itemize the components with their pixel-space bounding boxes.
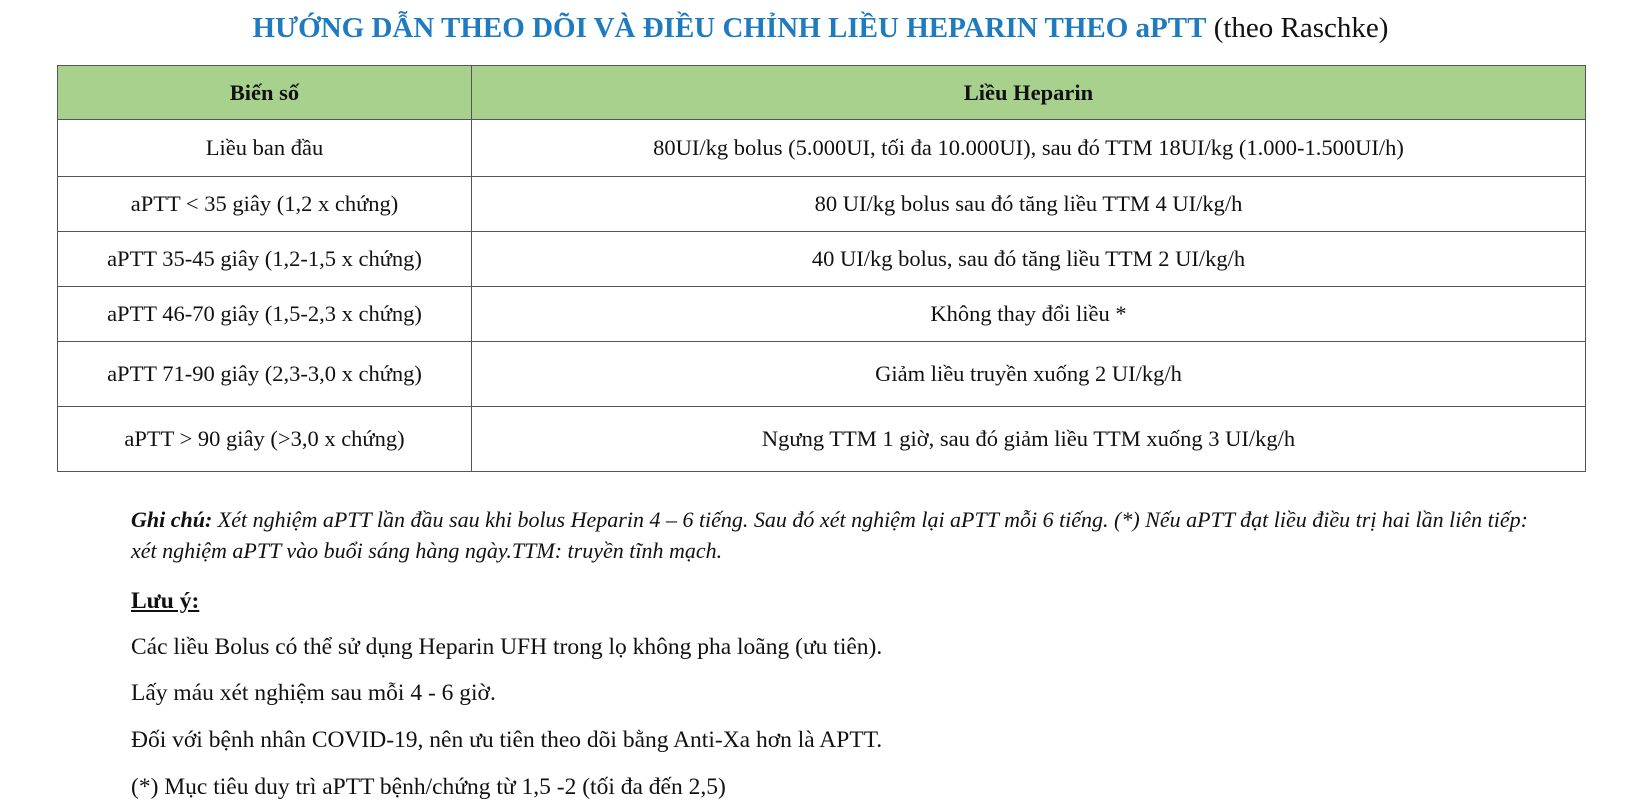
remark-line: Lấy máu xét nghiệm sau mỗi 4 - 6 giờ.: [131, 680, 496, 706]
table-row: [58, 407, 1586, 472]
remark-line: (*) Mục tiêu duy trì aPTT bệnh/chứng từ 1,5 -2 (tối đa đến 2,5): [131, 774, 726, 800]
title-main: HƯỚNG DẪN THEO DÕI VÀ ĐIỀU CHỈNH LIỀU HEPARIN THEO aPTT: [252, 12, 1207, 44]
table-row: [58, 342, 1586, 407]
heparin-dose-table: [57, 65, 1586, 472]
table-row: [58, 287, 1586, 342]
cell-variable: aPTT 46-70 giây (1,5-2,3 x chứng): [58, 287, 472, 342]
remark-line: Các liều Bolus có thể sử dụng Heparin UFH trong lọ không pha loãng (ưu tiên).: [131, 634, 883, 660]
note-paragraph: [131, 504, 1531, 566]
cell-variable: aPTT 35-45 giây (1,2-1,5 x chứng): [58, 232, 472, 287]
cell-variable: aPTT 71-90 giây (2,3-3,0 x chứng): [58, 342, 472, 407]
table-row: [58, 177, 1586, 232]
cell-dose: Không thay đổi liều *: [472, 287, 1586, 342]
cell-dose: Ngưng TTM 1 giờ, sau đó giảm liều TTM xuống 3 UI/kg/h: [472, 407, 1586, 472]
header-dose: Liều Heparin: [472, 66, 1586, 120]
cell-dose: 80 UI/kg bolus sau đó tăng liều TTM 4 UI/kg/h: [472, 177, 1586, 232]
cell-variable: aPTT < 35 giây (1,2 x chứng): [58, 177, 472, 232]
cell-dose: 40 UI/kg bolus, sau đó tăng liều TTM 2 UI/kg/h: [472, 232, 1586, 287]
note-text: Xét nghiệm aPTT lần đầu sau khi bolus Heparin 4 – 6 tiếng. Sau đó xét nghiệm lại aPTT mỗi 6 tiếng. (*) Nếu aPTT đạt liều điều trị hai lần liên tiếp: xét nghiệm aPTT vào buổi sáng hàng ngày.TTM: truyền tĩnh mạch.: [131, 507, 1528, 563]
remarks-heading: Lưu ý:: [131, 588, 200, 614]
table-row: [58, 232, 1586, 287]
header-variable: Biến số: [58, 66, 472, 120]
table-header-row: [58, 66, 1586, 120]
table-row: [58, 120, 1586, 177]
cell-dose: 80UI/kg bolus (5.000UI, tối đa 10.000UI), sau đó TTM 18UI/kg (1.000-1.500UI/h): [472, 120, 1586, 177]
document-title: [0, 6, 1641, 50]
remark-line: Đối với bệnh nhân COVID-19, nên ưu tiên theo dõi bằng Anti-Xa hơn là APTT.: [131, 727, 883, 753]
cell-variable: Liều ban đầu: [58, 120, 472, 177]
title-source: (theo Raschke): [1213, 12, 1389, 44]
cell-variable: aPTT > 90 giây (>3,0 x chứng): [58, 407, 472, 472]
cell-dose: Giảm liều truyền xuống 2 UI/kg/h: [472, 342, 1586, 407]
note-label: Ghi chú:: [131, 507, 213, 532]
